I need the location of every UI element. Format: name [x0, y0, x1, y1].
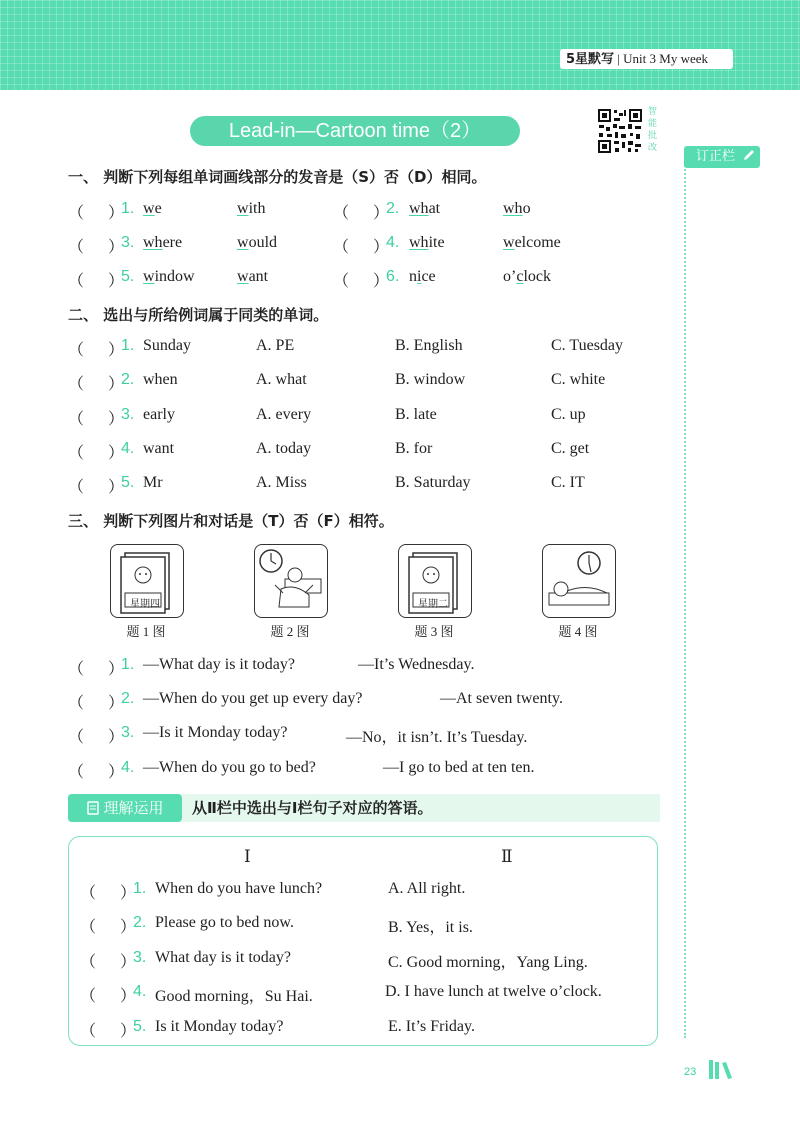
picture-caption: 题 4 图 [558, 624, 598, 639]
section3-heading: 三、 判断下列图片和对话是（T）否（F）相符。 [68, 512, 394, 530]
answer-paren-close[interactable]: ） [120, 1023, 137, 1040]
word-a: we [143, 200, 162, 217]
unit-tag [560, 49, 733, 69]
header-band [0, 0, 800, 90]
word-b: want [237, 268, 269, 285]
answer-paren-open: （ [333, 273, 350, 290]
dialogue-question: —When do you go to bed? [143, 759, 316, 776]
answer-paren-open: （ [68, 411, 85, 428]
answer-paren-close[interactable]: ） [373, 205, 390, 222]
answer-paren-close[interactable]: ） [120, 885, 137, 902]
question-text: Good morning，Su Hai. [155, 988, 313, 1005]
answer-paren-close[interactable]: ） [108, 239, 125, 256]
word-b: would [237, 234, 278, 251]
pencil-icon [742, 148, 756, 162]
answer-paren-close[interactable]: ） [120, 988, 137, 1005]
example-word: early [143, 406, 175, 423]
option-b: B. window [395, 371, 466, 388]
answer-paren-close[interactable]: ） [108, 376, 125, 393]
answer-paren-close[interactable]: ） [108, 729, 125, 746]
dialogue-question: —What day is it today? [143, 656, 295, 673]
answer-paren-open: （ [68, 239, 85, 256]
option-b: B. English [395, 337, 463, 354]
answer-paren-open: （ [68, 695, 85, 712]
answer-paren-open: （ [80, 1023, 97, 1040]
picture-2 [254, 544, 328, 618]
qr-code-icon[interactable] [597, 108, 643, 154]
question-text: When do you have lunch? [155, 880, 323, 897]
answer-paren-open: （ [68, 342, 85, 359]
column-2-label: Ⅱ [501, 847, 513, 866]
answer-option: C. Good morning，Yang Ling. [388, 954, 588, 971]
question-text: Is it Monday today? [155, 1018, 284, 1035]
option-b: B. late [395, 406, 437, 423]
item-number: 1. [133, 880, 147, 897]
answer-option: E. It’s Friday. [388, 1018, 475, 1035]
answer-option: D. I have lunch at twelve o’clock. [385, 983, 602, 1000]
item-number: 3. [121, 234, 135, 251]
word-b: o’clock [503, 268, 551, 285]
answer-paren-close[interactable]: ） [108, 479, 125, 496]
correction-tag [684, 146, 760, 168]
page-title: Lead-in—Cartoon time（2） [190, 116, 520, 146]
books-icon [708, 1058, 736, 1080]
item-number: 2. [386, 200, 400, 217]
answer-option: B. Yes，it is. [388, 919, 473, 936]
picture-caption: 题 1 图 [126, 624, 166, 639]
section2-heading: 二、 选出与所给例词属于同类的单词。 [68, 306, 329, 324]
item-number: 5. [121, 474, 135, 491]
word-b: welcome [503, 234, 561, 251]
answer-paren-close[interactable]: ） [373, 239, 390, 256]
dialogue-question: —Is it Monday today? [143, 724, 288, 741]
item-number: 2. [133, 914, 147, 931]
item-number: 2. [121, 690, 135, 707]
answer-paren-close[interactable]: ） [108, 205, 125, 222]
option-a: A. what [256, 371, 307, 388]
section4-heading: 从Ⅱ栏中选出与Ⅰ栏句子对应的答语。 [192, 799, 433, 817]
picture-1 [110, 544, 184, 618]
item-number: 4. [121, 759, 135, 776]
option-c: C. Tuesday [551, 337, 624, 354]
option-c: C. get [551, 440, 590, 457]
clock-boy-icon [255, 545, 327, 617]
item-number: 1. [121, 200, 135, 217]
answer-paren-open: （ [68, 661, 85, 678]
word-a: window [143, 268, 195, 285]
matching-box [68, 836, 658, 1046]
item-number: 4. [133, 983, 147, 1000]
answer-paren-open: （ [68, 764, 85, 781]
answer-paren-close[interactable]: ） [108, 695, 125, 712]
example-word: Mr [143, 474, 163, 491]
series-label: 5星默写 [566, 52, 615, 67]
section1-heading: 一、 判断下列每组单词画线部分的发音是（S）否（D）相同。 [68, 168, 487, 186]
answer-paren-open: （ [68, 205, 85, 222]
page-number: 23 [684, 1066, 697, 1078]
option-c: C. white [551, 371, 606, 388]
picture-caption: 题 3 图 [414, 624, 454, 639]
question-text: Please go to bed now. [155, 914, 294, 931]
item-number: 6. [386, 268, 400, 285]
answer-paren-open: （ [333, 205, 350, 222]
answer-paren-close[interactable]: ） [108, 411, 125, 428]
answer-paren-open: （ [68, 479, 85, 496]
answer-paren-close[interactable]: ） [108, 445, 125, 462]
answer-paren-open: （ [68, 376, 85, 393]
answer-paren-close[interactable]: ） [108, 342, 125, 359]
example-word: Sunday [143, 337, 191, 354]
word-a: where [143, 234, 183, 251]
column-1-label: Ⅰ [244, 847, 251, 866]
word-a: what [409, 200, 441, 217]
item-number: 5. [133, 1018, 147, 1035]
answer-option: A. All right. [388, 880, 466, 897]
correction-label: 订正栏 [696, 149, 736, 164]
item-number: 4. [386, 234, 400, 251]
dialogue-question: —When do you get up every day? [143, 690, 363, 707]
calendar-day-text: 星期二 [418, 599, 448, 610]
option-a: A. every [256, 406, 312, 423]
dialogue-answer: —I go to bed at ten ten. [383, 759, 535, 776]
qr-side-text: 智能批改 [648, 107, 658, 153]
answer-paren-open: （ [80, 919, 97, 936]
section4-badge-label: 理解运用 [103, 799, 164, 817]
answer-paren-close[interactable]: ） [108, 273, 125, 290]
word-a: white [409, 234, 445, 251]
answer-paren-close[interactable]: ） [108, 764, 125, 781]
option-a: A. today [256, 440, 312, 457]
clock-bed-icon [543, 545, 615, 617]
answer-paren-open: （ [68, 445, 85, 462]
section4-badge [68, 794, 182, 822]
sidebar-divider [684, 158, 686, 1038]
item-number: 2. [121, 371, 135, 388]
option-c: C. up [551, 406, 586, 423]
header-separator: | [617, 51, 620, 66]
answer-paren-open: （ [333, 239, 350, 256]
answer-paren-open: （ [80, 988, 97, 1005]
item-number: 3. [121, 406, 135, 423]
example-word: want [143, 440, 175, 457]
item-number: 3. [133, 949, 147, 966]
answer-paren-close[interactable]: ） [120, 919, 137, 936]
item-number: 1. [121, 337, 135, 354]
answer-paren-close[interactable]: ） [373, 273, 390, 290]
calendar-day-text: 星期四 [130, 599, 160, 610]
item-number: 1. [121, 656, 135, 673]
example-word: when [143, 371, 178, 388]
option-b: B. Saturday [395, 474, 471, 491]
answer-paren-open: （ [80, 885, 97, 902]
picture-caption: 题 2 图 [270, 624, 310, 639]
answer-paren-open: （ [68, 273, 85, 290]
dialogue-answer: —No，it isn’t. It’s Tuesday. [346, 729, 528, 746]
answer-paren-close[interactable]: ） [120, 954, 137, 971]
option-b: B. for [395, 440, 433, 457]
word-b: with [237, 200, 266, 217]
item-number: 4. [121, 440, 135, 457]
word-a: nice [409, 268, 436, 285]
answer-paren-close[interactable]: ） [108, 661, 125, 678]
option-c: C. IT [551, 474, 585, 491]
item-number: 5. [121, 268, 135, 285]
unit-label: Unit 3 My week [623, 51, 709, 66]
question-text: What day is it today? [155, 949, 291, 966]
notebook-icon [86, 801, 100, 815]
word-b: who [503, 200, 531, 217]
item-number: 3. [121, 724, 135, 741]
picture-3 [398, 544, 472, 618]
option-a: A. Miss [256, 474, 307, 491]
answer-paren-open: （ [80, 954, 97, 971]
dialogue-answer: —It’s Wednesday. [358, 656, 475, 673]
picture-4 [542, 544, 616, 618]
answer-paren-open: （ [68, 729, 85, 746]
dialogue-answer: —At seven twenty. [440, 690, 563, 707]
option-a: A. PE [256, 337, 295, 354]
